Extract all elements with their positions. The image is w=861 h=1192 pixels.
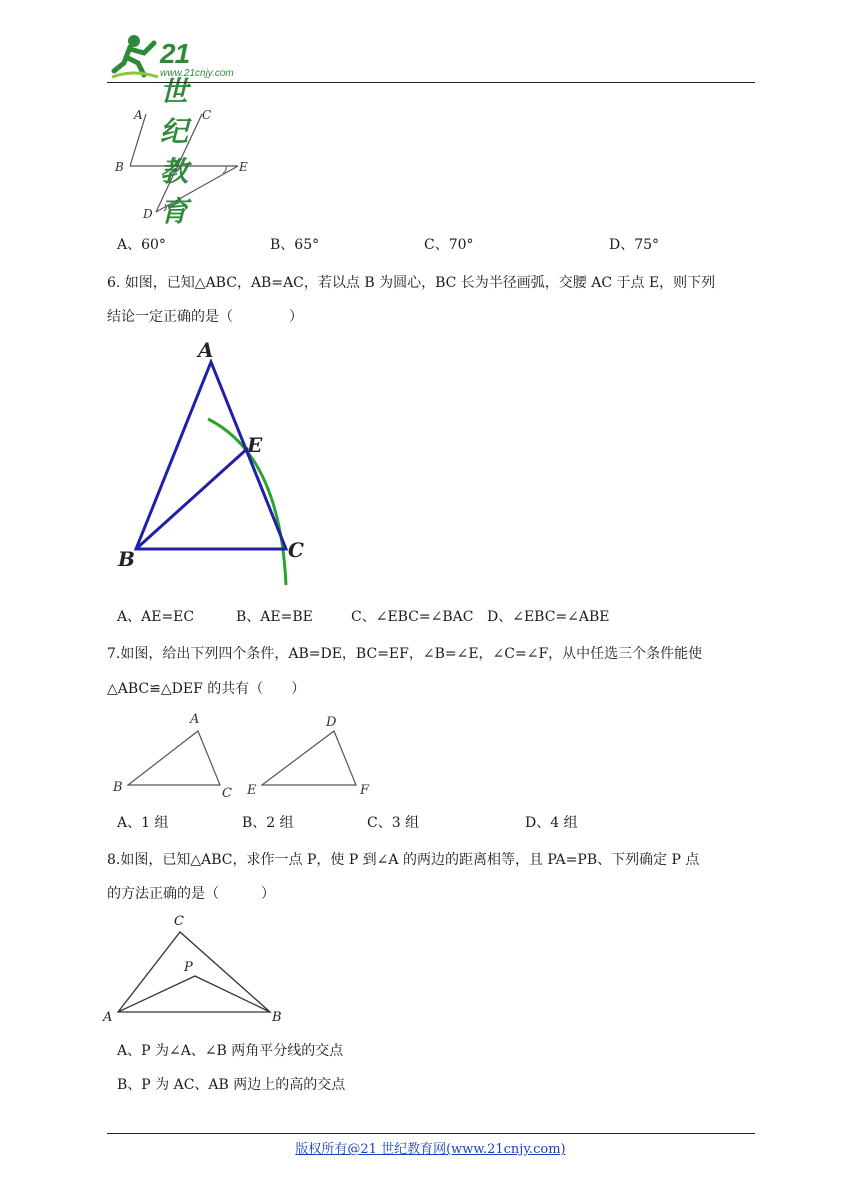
q5-label-d: D [143,207,153,221]
header-divider [107,82,755,83]
q5-option-a: A、60° [117,237,166,253]
q8-figure [100,908,295,1028]
q6-option-a: A、AE=EC [117,609,195,625]
q5-option-c: C、70° [424,237,474,253]
q5-label-c: C [202,108,212,122]
q6-figure [110,335,320,590]
q7-text-line2: △ABC≌△DEF 的共有（ ） [107,681,306,697]
q7-label-c: C [222,786,232,801]
q8-option-b: B、P 为 AC、AB 两边上的高的交点 [117,1077,346,1093]
q6-label-c: C [288,538,304,562]
q7-label-e: E [247,783,257,798]
q7-figure [110,705,380,803]
logo-text: 21世纪教育 [160,38,190,227]
q5-option-b: B、65° [270,237,320,253]
logo-url: www.21cnjy.com [160,68,234,79]
q6-option-b: B、AE=BE [236,609,313,625]
q7-option-a: A、1 组 [117,815,169,831]
q8-text-line2: 的方法正确的是（ ） [107,886,275,902]
q7-label-a: A [190,712,200,727]
q7-option-d: D、4 组 [525,815,578,831]
q8-label-p: P [184,960,193,975]
q7-label-d: D [326,715,337,730]
q6-label-a: A [198,338,214,362]
footer-divider [107,1133,755,1134]
q5-label-a: A [134,108,143,122]
q5-option-d: D、75° [609,237,660,253]
q5-label-b: B [115,160,124,174]
q8-text-line1: 8.如图，已知△ABC，求作一点 P，使 P 到∠A 的两边的距离相等，且 PA=PB、下列确定 P 点 [107,852,700,868]
q7-option-c: C、3 组 [367,815,420,831]
q7-label-f: F [360,783,370,798]
q6-label-e: E [247,433,263,457]
q6-option-d: D、∠EBC=∠ABE [487,609,610,625]
footer-copyright-link[interactable]: 版权所有@21 世纪教育网(www.21cnjy.com) [295,1142,566,1157]
q8-option-a: A、P 为∠A、∠B 两角平分线的交点 [117,1043,344,1059]
q7-text-line1: 7.如图，给出下列四个条件，AB=DE，BC=EF，∠B=∠E，∠C=∠F，从中任选三个条件能使 [107,646,703,662]
q8-label-a: A [103,1010,113,1025]
q7-label-b: B [113,780,123,795]
q8-label-b: B [272,1010,282,1025]
q7-option-b: B、2 组 [242,815,294,831]
q8-label-c: C [174,914,184,929]
q5-label-e: E [239,160,248,174]
q5-figure [110,100,270,225]
logo-runner-icon [110,33,160,79]
q6-text-line1: 6. 如图，已知△ABC，AB=AC，若以点 B 为圆心，BC 长为半径画弧，交腰 AC 于点 E，则下列 [107,275,716,291]
q6-text-line2: 结论一定正确的是（ ） [107,309,303,325]
q6-label-b: B [118,547,135,571]
q6-option-c: C、∠EBC=∠BAC [351,609,474,625]
